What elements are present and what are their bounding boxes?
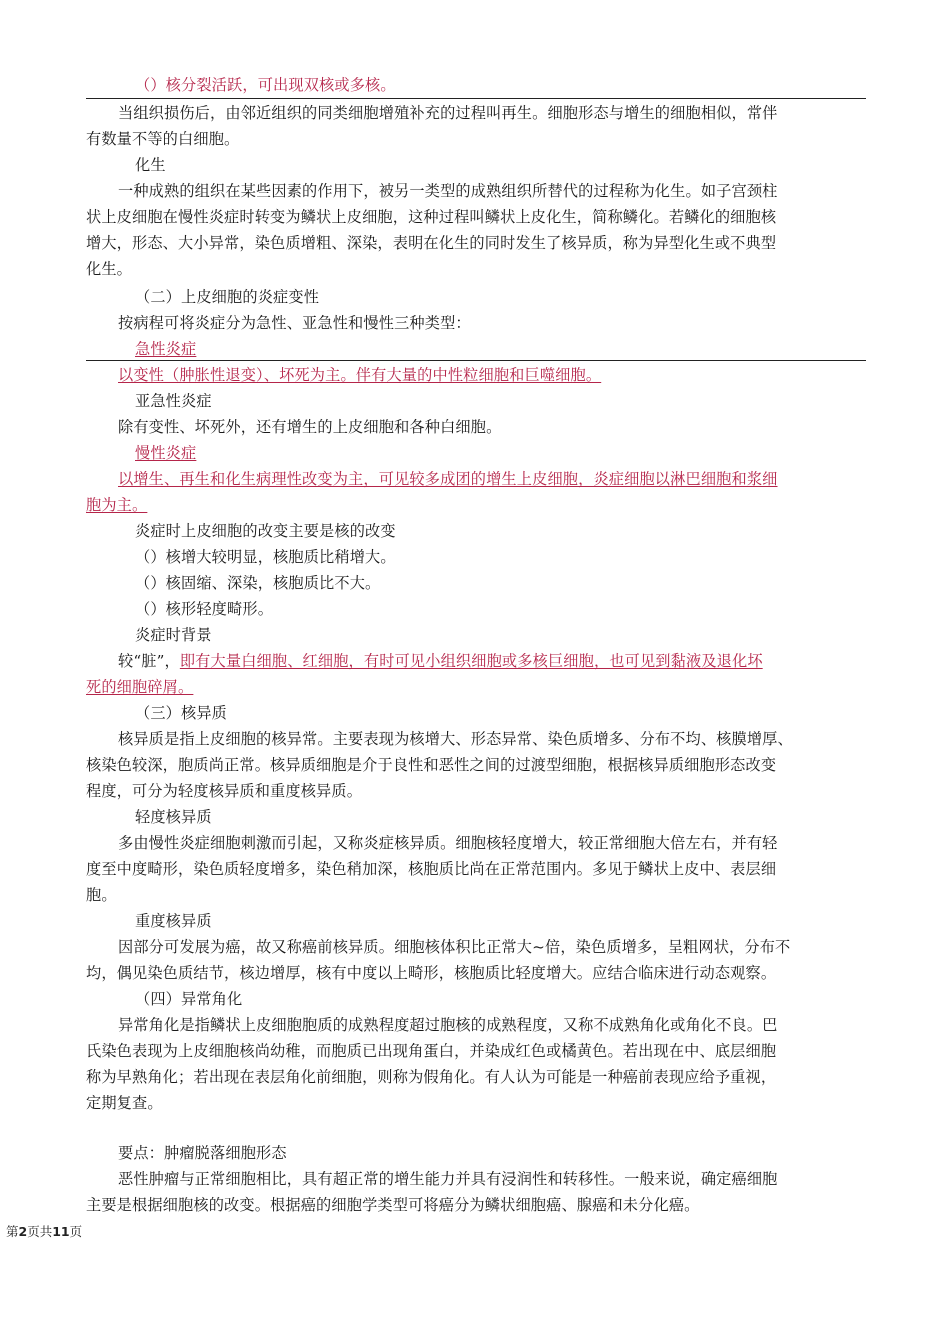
section-heading: 炎症时背景 (135, 626, 212, 644)
highlight-heading: 急性炎症 (135, 340, 197, 358)
paragraph-line: 因部分可发展为癌，故又称癌前核异质。细胞核体积比正常大~倍，染色质增多，呈粗网状，分布不 (118, 938, 791, 956)
paragraph-line: 状上皮细胞在慢性炎症时转变为鳞状上皮细胞，这种过程叫鳞状上皮化生，简称鳞化。若鳞化的细胞核 (86, 208, 777, 226)
highlight-line: 死的细胞碎屑。 (86, 678, 194, 696)
list-item: （）核固缩、深染，核胞质比不大。 (135, 574, 381, 592)
section-heading: 要点：肿瘤脱落细胞形态 (118, 1144, 287, 1162)
section-heading: （三）核异质 (135, 704, 228, 722)
paragraph-line: 度至中度畸形，染色质轻度增多，染色稍加深，核胞质比尚在正常范围内。多见于鳞状上皮中、表层细 (86, 860, 777, 878)
highlight-line: 以增生、再生和化生病理性改变为主，可见较多成团的增生上皮细胞，炎症细胞以淋巴细胞和浆细 (118, 470, 778, 488)
section-heading: 炎症时上皮细胞的改变主要是核的改变 (135, 522, 396, 540)
footer-page-number: 2 (18, 1224, 28, 1239)
section-heading: （四）异常角化 (135, 990, 243, 1008)
paragraph-line: 程度，可分为轻度核异质和重度核异质。 (86, 782, 363, 800)
list-item: （）核分裂活跃，可出现双核或多核。 (135, 76, 396, 94)
section-heading: 亚急性炎症 (135, 392, 212, 410)
paragraph-line: 多由慢性炎症细胞刺激而引起，又称炎症核异质。细胞核轻度增大，较正常细胞大倍左右，并有轻 (118, 834, 778, 852)
section-heading: （二）上皮细胞的炎症变性 (135, 288, 320, 306)
paragraph-line: 化生。 (86, 260, 133, 278)
paragraph-line: 胞。 (86, 886, 117, 904)
paragraph-line: 氏染色表现为上皮细胞核尚幼稚，而胞质已出现角蛋白，并染成红色或橘黄色。若出现在中、底层细胞 (86, 1042, 777, 1060)
paragraph-line: 除有变性、坏死外，还有增生的上皮细胞和各种白细胞。 (118, 418, 502, 436)
paragraph-line: 一种成熟的组织在某些因素的作用下，被另一类型的成熟组织所替代的过程称为化生。如子宫颈柱 (118, 182, 778, 200)
highlight-span: 即有大量白细胞、红细胞，有时可见小组织细胞或多核巨细胞，也可见到黏液及退化坏 (179, 652, 763, 670)
paragraph-line: 核异质是指上皮细胞的核异常。主要表现为核增大、形态异常、染色质增多、分布不均、核膜增厚、 (118, 730, 793, 748)
paragraph-line (118, 648, 763, 674)
page-footer (6, 1222, 82, 1242)
list-item: （）核形轻度畸形。 (135, 600, 274, 618)
footer-middle: 页共 (27, 1224, 53, 1239)
list-item: （）核增大较明显，核胞质比稍增大。 (135, 548, 396, 566)
footer-total-pages: 11 (52, 1224, 70, 1239)
paragraph-line: 增大，形态、大小异常，染色质增粗、深染，表明在化生的同时发生了核异质，称为异型化生或不典型 (86, 234, 777, 252)
paragraph-line: 异常角化是指鳞状上皮细胞胞质的成熟程度超过胞核的成熟程度，又称不成熟角化或角化不良。巴 (118, 1016, 778, 1034)
highlight-heading: 慢性炎症 (135, 444, 197, 462)
section-heading: 重度核异质 (135, 912, 212, 930)
footer-suffix: 页 (69, 1224, 83, 1239)
section-heading: 化生 (135, 156, 166, 174)
footer-prefix: 第 (6, 1224, 19, 1239)
plain-span: 较“脏”， (118, 652, 180, 670)
paragraph-line: 均，偶见染色质结节，核边增厚，核有中度以上畸形，核胞质比轻度增大。应结合临床进行动态观察。 (86, 964, 777, 982)
highlight-line: 胞为主。 (86, 496, 148, 514)
section-heading: 轻度核异质 (135, 808, 212, 826)
paragraph-line: 主要是根据细胞核的改变。根据癌的细胞学类型可将癌分为鳞状细胞癌、腺癌和未分化癌。 (86, 1196, 700, 1214)
paragraph-line: 定期复查。 (86, 1094, 163, 1112)
divider (86, 98, 866, 99)
paragraph-line: 有数量不等的白细胞。 (86, 130, 240, 148)
paragraph-line: 称为早熟角化；若出现在表层角化前细胞，则称为假角化。有人认为可能是一种癌前表现应给予重视， (86, 1068, 777, 1086)
paragraph-line: 按病程可将炎症分为急性、亚急性和慢性三种类型： (118, 314, 471, 332)
paragraph-line: 恶性肿瘤与正常细胞相比，具有超正常的增生能力并具有浸润性和转移性。一般来说，确定癌细胞 (118, 1170, 778, 1188)
paragraph-line: 当组织损伤后，由邻近组织的同类细胞增殖补充的过程叫再生。细胞形态与增生的细胞相似，常伴 (118, 104, 778, 122)
divider (86, 360, 866, 361)
highlight-line: 以变性（肿胀性退变）、坏死为主。伴有大量的中性粒细胞和巨噬细胞。 (118, 366, 602, 384)
paragraph-line: 核染色较深，胞质尚正常。核异质细胞是介于良性和恶性之间的过渡型细胞，根据核异质细胞形态改变 (86, 756, 777, 774)
